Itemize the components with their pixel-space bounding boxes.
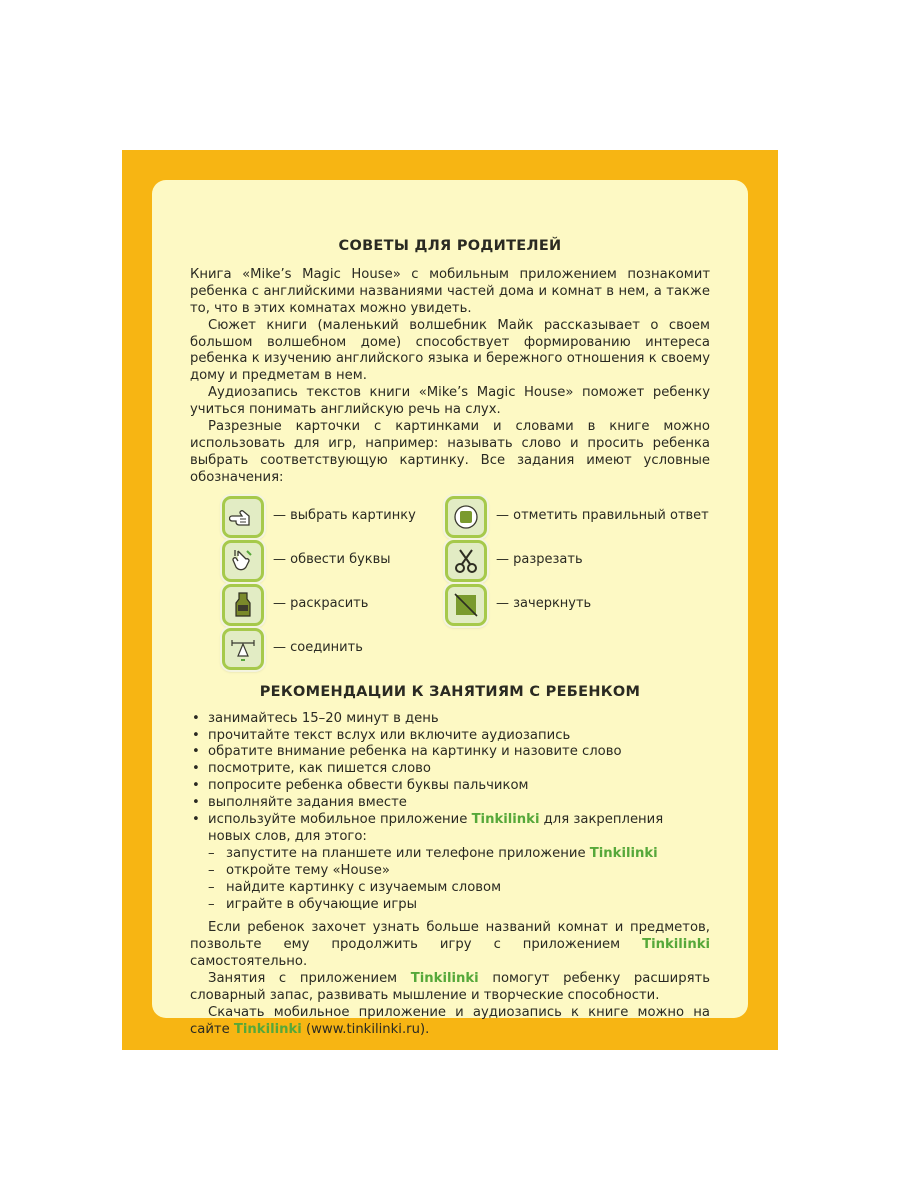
closing-paragraph-3	[190, 1005, 710, 1039]
closing-text: Скачать мобильное приложение и аудиозапись к книге можно на сайте	[190, 1005, 710, 1037]
closing-text-end: самостоятельно.	[190, 954, 308, 970]
list-item: • обратите внимание ребенка на картинку и назовите слово	[190, 744, 710, 761]
cross-out-icon	[445, 584, 487, 626]
connect-icon	[222, 628, 264, 670]
brand-name: Tinkilinki	[410, 971, 479, 987]
list-item	[190, 846, 710, 863]
task-legend	[190, 492, 710, 674]
parents-tips	[190, 238, 710, 1039]
list-item: • попросите ребенка обвести буквы пальчиком	[190, 778, 710, 795]
closing-text: Если ребенок захочет узнать больше названий комнат и предметов, позвольте ему продолжить игру с приложением	[190, 920, 710, 953]
closing-paragraph-2	[190, 971, 710, 1005]
legend-label-cut: — разрезать	[496, 552, 583, 568]
list-item: • прочитайте текст вслух или включите аудиозапись	[190, 728, 710, 745]
legend-item-trace	[222, 540, 391, 582]
pointing-hand-icon	[222, 496, 264, 538]
brand-name: Tinkilinki	[233, 1021, 302, 1037]
list-item: – найдите картинку с изучаемым словом	[190, 880, 710, 897]
scissors-icon	[445, 540, 487, 582]
legend-item-cut	[445, 540, 583, 582]
legend-item-cross	[445, 584, 591, 626]
closing-text-end: помогут ребенку расширять словарный запас, развивать мышление и творческие способности.	[190, 971, 710, 1004]
legend-label-choose: — выбрать картинку	[273, 508, 416, 524]
step-text: запустите на планшете или телефоне приложение	[226, 845, 590, 861]
brand-name: Tinkilinki	[471, 812, 540, 828]
legend-item-choose	[222, 496, 416, 538]
target-icon	[445, 496, 487, 538]
list-item: • посмотрите, как пишется слово	[190, 761, 710, 778]
website-link: (www.tinkilinki.ru).	[301, 1021, 430, 1037]
legend-label-color: — раскрасить	[273, 596, 369, 612]
brand-name: Tinkilinki	[589, 845, 658, 861]
list-item: – играйте в обучающие игры	[190, 897, 710, 914]
brand-name: Tinkilinki	[642, 937, 710, 953]
legend-item-color	[222, 584, 368, 626]
legend-label-connect: — соединить	[273, 640, 363, 656]
intro-paragraph-3: Аудиозапись текстов книги «Mike’s Magic House» поможет ребенку учиться понимать английскую речь на слух.	[190, 385, 710, 418]
legend-item-mark	[445, 496, 709, 538]
app-bullet-text-end: для закрепления новых слов, для этого:	[208, 812, 664, 844]
recommendations-list	[190, 711, 710, 846]
intro-paragraph-1: Книга «Mike’s Magic House» с мобильным приложением познакомит ребенка с английскими названиями частей дома и комнат в нем, а также то, что в этих комнатах можно увидеть.	[190, 266, 710, 316]
marker-icon	[222, 584, 264, 626]
app-steps-list	[190, 846, 710, 914]
legend-item-connect	[222, 628, 363, 670]
list-item-app	[190, 812, 710, 846]
closing-text: Занятия с приложением	[208, 971, 411, 987]
intro-paragraph-4: Разрезные карточки с картинками и словами в книге можно использовать для игр, например: называть слово и просить ребенка выбрать соответствующую картинку. Все задания имеют условные обозначения:	[190, 419, 710, 485]
tracing-hand-icon	[222, 540, 264, 582]
app-bullet-text: используйте мобильное приложение	[208, 812, 472, 828]
list-item: • занимайтесь 15–20 минут в день	[190, 711, 710, 728]
list-item: – откройте тему «House»	[190, 863, 710, 880]
legend-label-trace: — обвести буквы	[273, 552, 391, 568]
page-title: СОВЕТЫ ДЛЯ РОДИТЕЛЕЙ	[338, 238, 562, 254]
intro-paragraph-2: Сюжет книги (маленький волшебник Майк рассказывает о своем большом волшебном доме) способствует формированию интереса ребенка к изучению английского языка и бережного отношения к своему дому и предметам в нем.	[190, 317, 710, 384]
closing-paragraph-1	[190, 920, 710, 971]
recommendations-title: РЕКОМЕНДАЦИИ К ЗАНЯТИЯМ С РЕБЕНКОМ	[259, 683, 641, 700]
list-item: • выполняйте задания вместе	[190, 795, 710, 812]
legend-label-cross: — зачеркнуть	[496, 596, 592, 612]
legend-label-mark: — отметить правильный ответ	[496, 508, 709, 524]
